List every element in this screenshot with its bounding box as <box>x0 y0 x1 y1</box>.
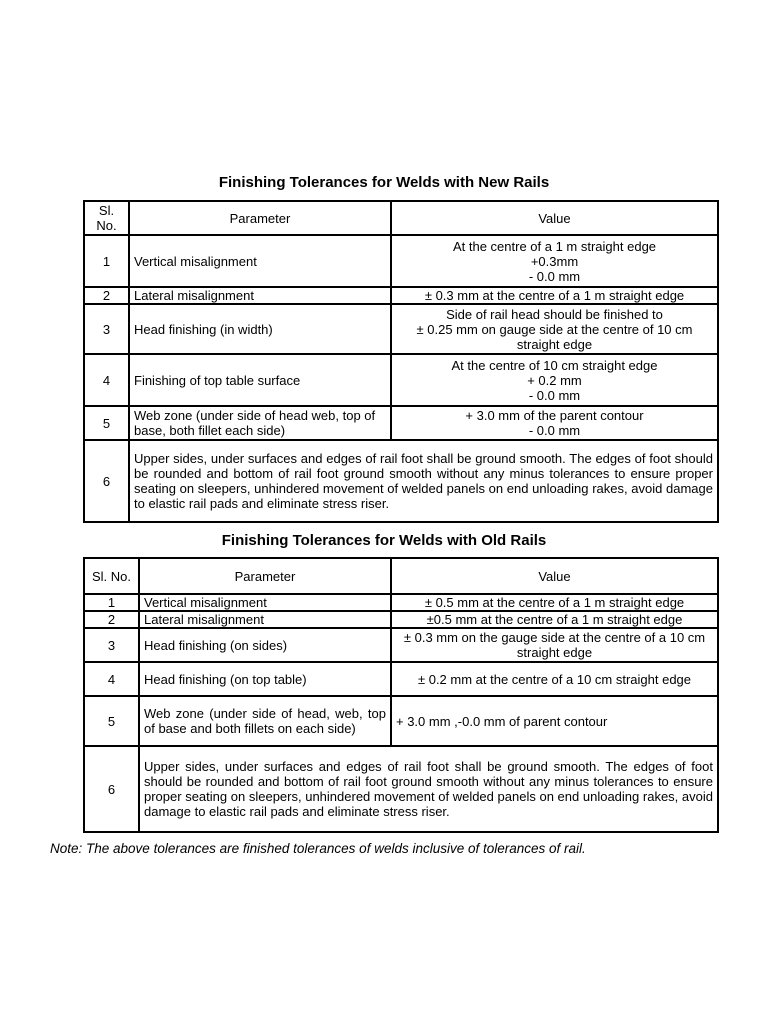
parameter-cell: Head finishing (on sides) <box>139 628 391 662</box>
sl-no-cell: 1 <box>84 235 129 287</box>
table-row <box>84 611 718 628</box>
table-header-row <box>84 558 718 594</box>
table-row <box>84 696 718 746</box>
value-cell: ± 0.2 mm at the centre of a 10 cm straight edge <box>391 662 718 696</box>
value-cell: ± 0.5 mm at the centre of a 1 m straight edge <box>391 594 718 611</box>
new-rails-title: Finishing Tolerances for Welds with New Rails <box>218 174 550 191</box>
sl-no-cell: 2 <box>84 287 129 304</box>
parameter-cell: Lateral misalignment <box>139 611 391 628</box>
parameter-cell: Lateral misalignment <box>129 287 391 304</box>
value-cell: Side of rail head should be finished to ± 0.25 mm on gauge side at the centre of 10 cm straight edge <box>391 304 718 354</box>
sl-no-header: Sl. No. <box>84 201 129 235</box>
sl-no-cell: 6 <box>84 746 139 832</box>
table-row <box>84 594 718 611</box>
parameter-cell: Web zone (under side of head web, top of base, both fillet each side) <box>129 406 391 440</box>
parameter-cell: Finishing of top table surface <box>129 354 391 406</box>
foot-finishing-cell: Upper sides, under surfaces and edges of rail foot shall be ground smooth. The edges of foot should be rounded and bottom of rail foot ground smooth without any minus tolerances to ensure proper seating on sleepers, unhindered movement of welded panels on end unloading rakes, avoid damage to elastic rail pads and eliminate stress riser. <box>139 746 718 832</box>
sl-no-cell: 2 <box>84 611 139 628</box>
table-row <box>84 628 718 662</box>
sl-no-header: Sl. No. <box>84 558 139 594</box>
new-rails-table <box>83 200 719 523</box>
parameter-cell: Vertical misalignment <box>129 235 391 287</box>
table-row <box>84 287 718 304</box>
foot-finishing-cell: Upper sides, under surfaces and edges of rail foot shall be ground smooth. The edges of foot should be rounded and bottom of rail foot ground smooth without any minus tolerances to ensure proper seating on sleepers, unhindered movement of welded panels on end unloading rakes, avoid damage to elastic rail pads and eliminate stress riser. <box>129 440 718 522</box>
value-header: Value <box>391 201 718 235</box>
table-header-row <box>84 201 718 235</box>
parameter-header: Parameter <box>129 201 391 235</box>
value-cell: ±0.5 mm at the centre of a 1 m straight edge <box>391 611 718 628</box>
sl-no-cell: 3 <box>84 628 139 662</box>
value-cell: + 3.0 mm of the parent contour - 0.0 mm <box>391 406 718 440</box>
sl-no-cell: 1 <box>84 594 139 611</box>
footnote: Note: The above tolerances are finished tolerances of welds inclusive of tolerances of rail. <box>50 841 586 856</box>
parameter-cell: Vertical misalignment <box>139 594 391 611</box>
sl-no-cell: 6 <box>84 440 129 522</box>
table-row <box>84 406 718 440</box>
sl-no-cell: 3 <box>84 304 129 354</box>
parameter-cell: Web zone (under side of head, web, top of base and both fillets on each side) <box>139 696 391 746</box>
sl-no-cell: 5 <box>84 406 129 440</box>
parameter-cell: Head finishing (on top table) <box>139 662 391 696</box>
table-row <box>84 354 718 406</box>
old-rails-table <box>83 557 719 833</box>
value-cell: At the centre of a 1 m straight edge +0.3mm - 0.0 mm <box>391 235 718 287</box>
table-row <box>84 746 718 832</box>
table-row <box>84 235 718 287</box>
table-row <box>84 662 718 696</box>
sl-no-cell: 5 <box>84 696 139 746</box>
parameter-header: Parameter <box>139 558 391 594</box>
parameter-cell: Head finishing (in width) <box>129 304 391 354</box>
value-cell: ± 0.3 mm on the gauge side at the centre of a 10 cm straight edge <box>391 628 718 662</box>
table-row <box>84 304 718 354</box>
value-header: Value <box>391 558 718 594</box>
value-cell: + 3.0 mm ,-0.0 mm of parent contour <box>391 696 718 746</box>
sl-no-cell: 4 <box>84 662 139 696</box>
table-row <box>84 440 718 522</box>
value-cell: ± 0.3 mm at the centre of a 1 m straight edge <box>391 287 718 304</box>
sl-no-cell: 4 <box>84 354 129 406</box>
value-cell: At the centre of 10 cm straight edge + 0.2 mm - 0.0 mm <box>391 354 718 406</box>
old-rails-title: Finishing Tolerances for Welds with Old Rails <box>221 532 547 549</box>
